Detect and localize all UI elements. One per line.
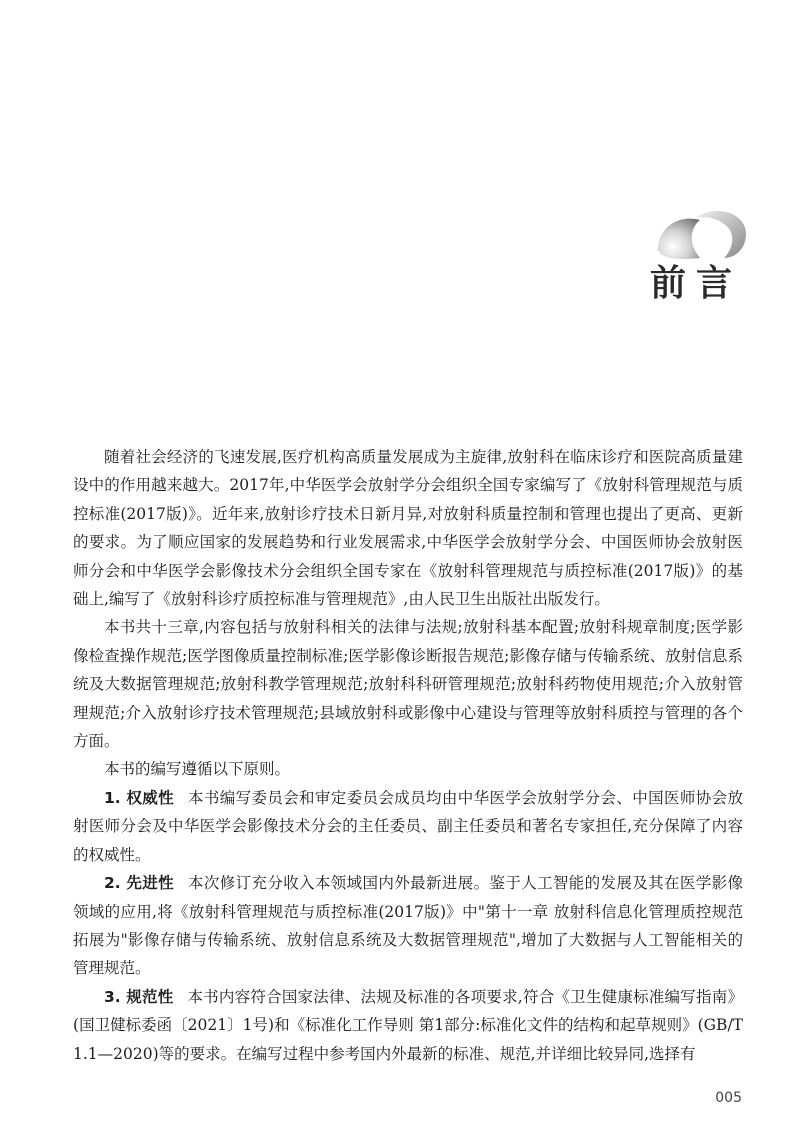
paragraph-text: 本次修订充分收入本领域国内外最新进展。鉴于人工智能的发展及其在医学影像领域的应用,将《放射科管理规范与质控标准(2017版)》中"第十一章 放射科信息化管理质控规范拓展为"影像存储与传输系统、放射信息系统及大数据管理规范",增加了大数据与人工智能相关的管理规范。 [73, 874, 743, 978]
paragraph-text: 本书编写委员会和审定委员会成员均由中华医学会放射学分会、中国医师协会放射医师分会及中华医学会影像技术分会的主任委员、副主任委员和著名专家担任,充分保障了内容的权威性。 [73, 788, 743, 864]
paragraph-authority [73, 784, 743, 869]
paragraph-contents [73, 613, 743, 755]
paragraph-text: 本书的编写遵循以下原则。 [104, 760, 291, 779]
paragraph-principles [73, 755, 743, 783]
principle-term: 2. 先进性 [104, 874, 175, 893]
principle-term: 3. 规范性 [104, 987, 174, 1006]
paragraph-normative [73, 983, 743, 1068]
paragraph-text: 本书共十三章,内容包括与放射科相关的法律与法规;放射科基本配置;放射科规章制度;医学影像检查操作规范;医学图像质量控制标准;医学影像诊断报告规范;影像存储与传输系统、放射信息系统及大数据管理规范;放射科教学管理规范;放射科科研管理规范;放射科药物使用规范;介入放射管理规范;介入放射诊疗技术管理规范;县域放射科或影像中心建设与管理等放射科质控与管理的各个方面。 [73, 618, 743, 751]
page-title: 前言 [649, 263, 742, 304]
decorative-sphere-icon [656, 206, 748, 260]
paragraph-advanced [73, 869, 743, 983]
principle-term: 1. 权威性 [104, 788, 175, 807]
preface-body [73, 443, 743, 1068]
paragraph-text: 本书内容符合国家法律、法规及标准的各项要求,符合《卫生健康标准编写指南》(国卫健标委函〔2021〕1号)和《标准化工作导则 第1部分:标准化文件的结构和起草规则》(GB/T 1.1—2020)等的要求。在编写过程中参考国内外最新的标准、规范,并详细比较异同,选择有 [73, 987, 743, 1063]
paragraph-text: 随着社会经济的飞速发展,医疗机构高质量发展成为主旋律,放射科在临床诊疗和医院高质量建设中的作用越来越大。2017年,中华医学会放射学分会组织全国专家编写了《放射科管理规范与质控标准(2017版)》。近年来,放射诊疗技术日新月异,对放射科质量控制和管理也提出了更高、更新的要求。为了顺应国家的发展趋势和行业发展需求,中华医学会放射学分会、中国医师协会放射医师分会和中华医学会影像技术分会组织全国专家在《放射科管理规范与质控标准(2017版)》的基础上,编写了《放射科诊疗质控标准与管理规范》,由人民卫生出版社出版发行。 [73, 448, 743, 609]
page-number: 005 [715, 1090, 742, 1106]
paragraph-intro [73, 443, 743, 613]
